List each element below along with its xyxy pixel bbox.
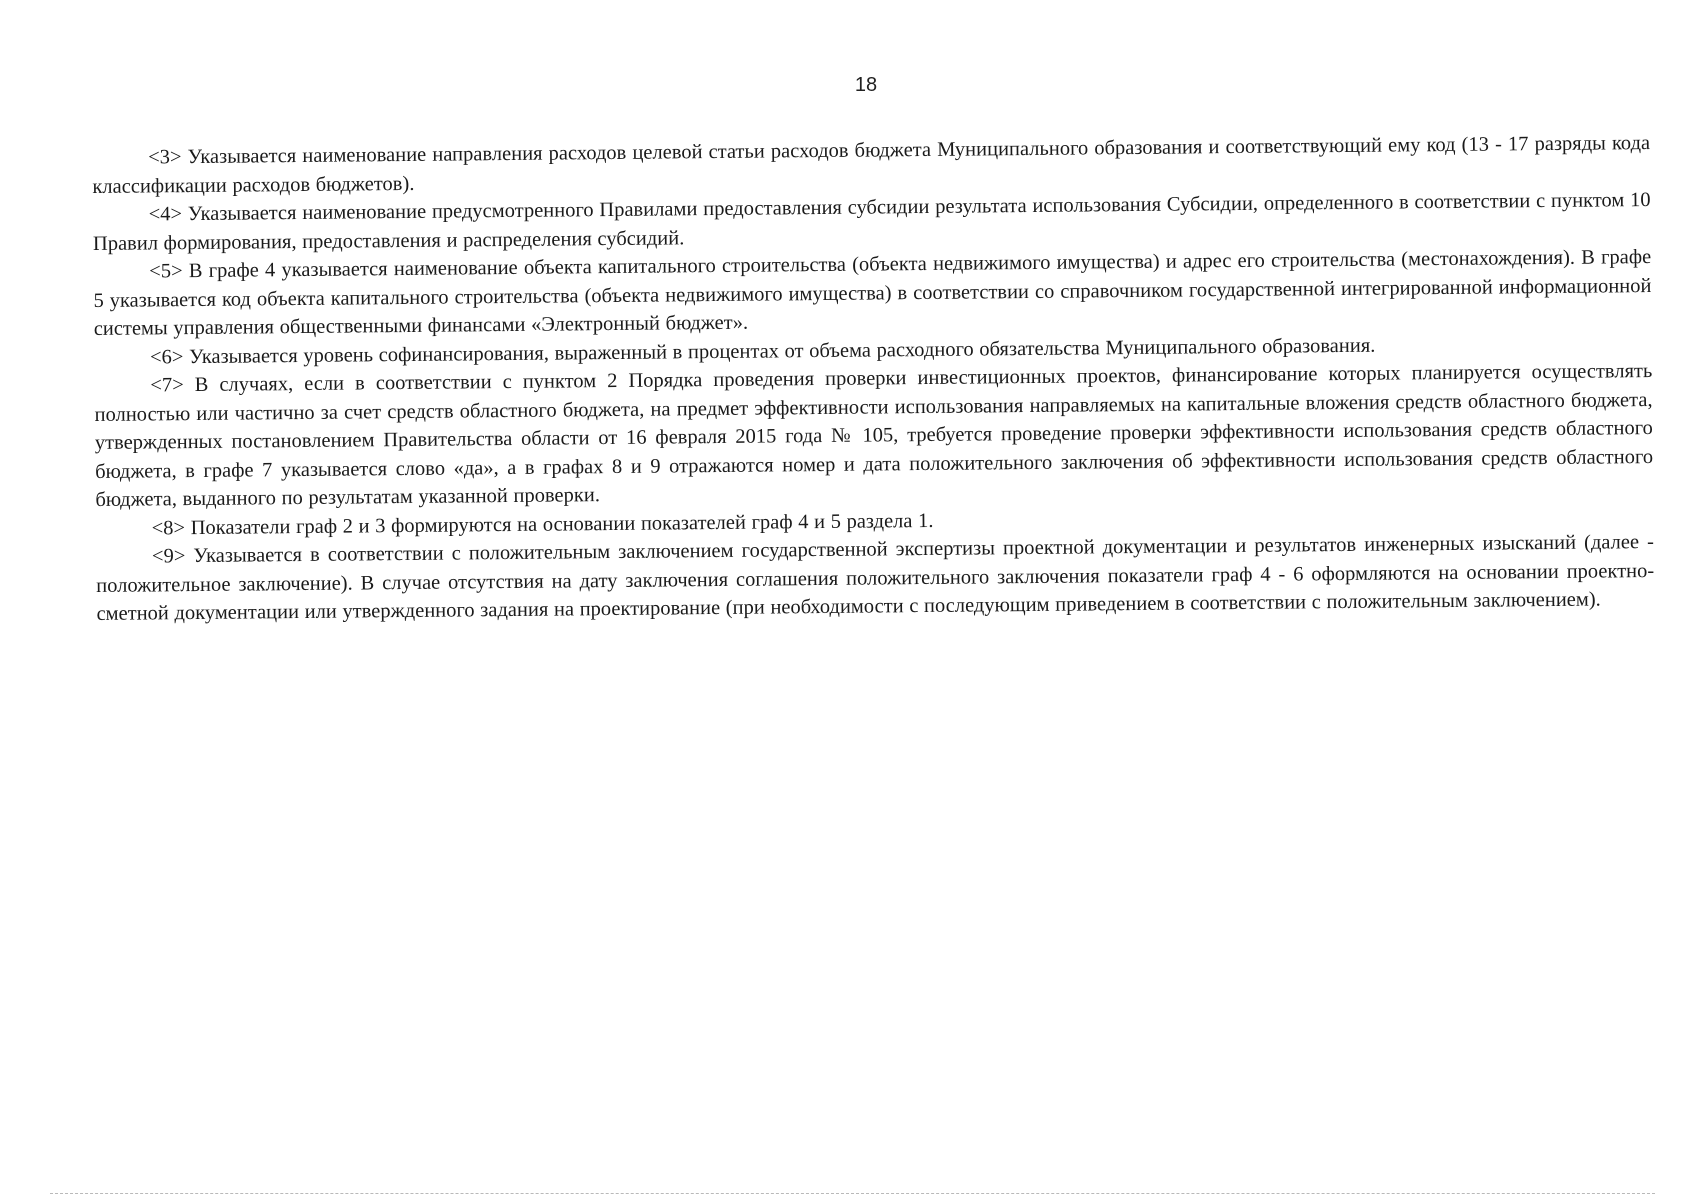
- footnote-8: <8> Показатели граф 2 и 3 формируются на основании показателей граф 4 и 5 раздела 1.: [151, 509, 934, 539]
- footnote-3: <3> Указывается наименование направления расходов целевой статьи расходов бюджета Муниципального образования и соответствующий ему код (13 - 17 разряды кода классификации расходов бюджетов).: [92, 132, 1651, 198]
- page-number: 18: [854, 74, 878, 96]
- scan-bottom-edge: [0, 1186, 1695, 1200]
- scan-edge-line: [50, 1193, 1655, 1195]
- footnote-5: <5> В графе 4 указывается наименование объекта капитального строительства (объекта недвижимого имущества) и адрес его строительства (местонахождения). В графе 5 указывается код объекта капитального строительства (объекта недвижимого имущества) в соответствии со справочником государственной интегрированной информационной системы управления общественными финансами «Электронный бюджет».: [93, 246, 1652, 340]
- footnote-4: <4> Указывается наименование предусмотренного Правилами предоставления субсидии результата использования Субсидии, определенного в соответствии с пунктом 10 Правил формирования, предоставления и распределения субсидий.: [92, 189, 1651, 255]
- footnote-6: <6> Указывается уровень софинансирования, выраженный в процентах от объема расходного обязательства Муниципального образования.: [149, 334, 1376, 368]
- footnote-7: <7> В случаях, если в соответствии с пунктом 2 Порядка проведения проверки инвестиционных проектов, финансирование которых планируется осуществлять полностью или частично за счет средств областного бюджета, на предмет эффективности использования направляемых на капитальные вложения средств областного бюджета, утвержденных постановлением Правительства области от 16 февраля 2015 года № 105, требуется проведение проверки эффективности использования средств областного бюджета, в графе 7 указывается слово «да», а в графах 8 и 9 отражаются номер и дата положительного заключения об эффективности использования средств областного бюджета, выданного по результатам указанной проверки.: [94, 360, 1654, 511]
- footnote-9: <9> Указывается в соответствии с положительным заключением государственной экспертизы проектной документации и результатов инженерных изысканий (далее - положительное заключение). В случае отсутствия на дату заключения соглашения положительного заключения показатели граф 4 - 6 оформляются на основании проектно-сметной документации или утвержденного задания на проектирование (при необходимости с последующим приведением в соответствии с положительным заключением).: [96, 531, 1655, 625]
- footnotes-section: [92, 129, 1655, 628]
